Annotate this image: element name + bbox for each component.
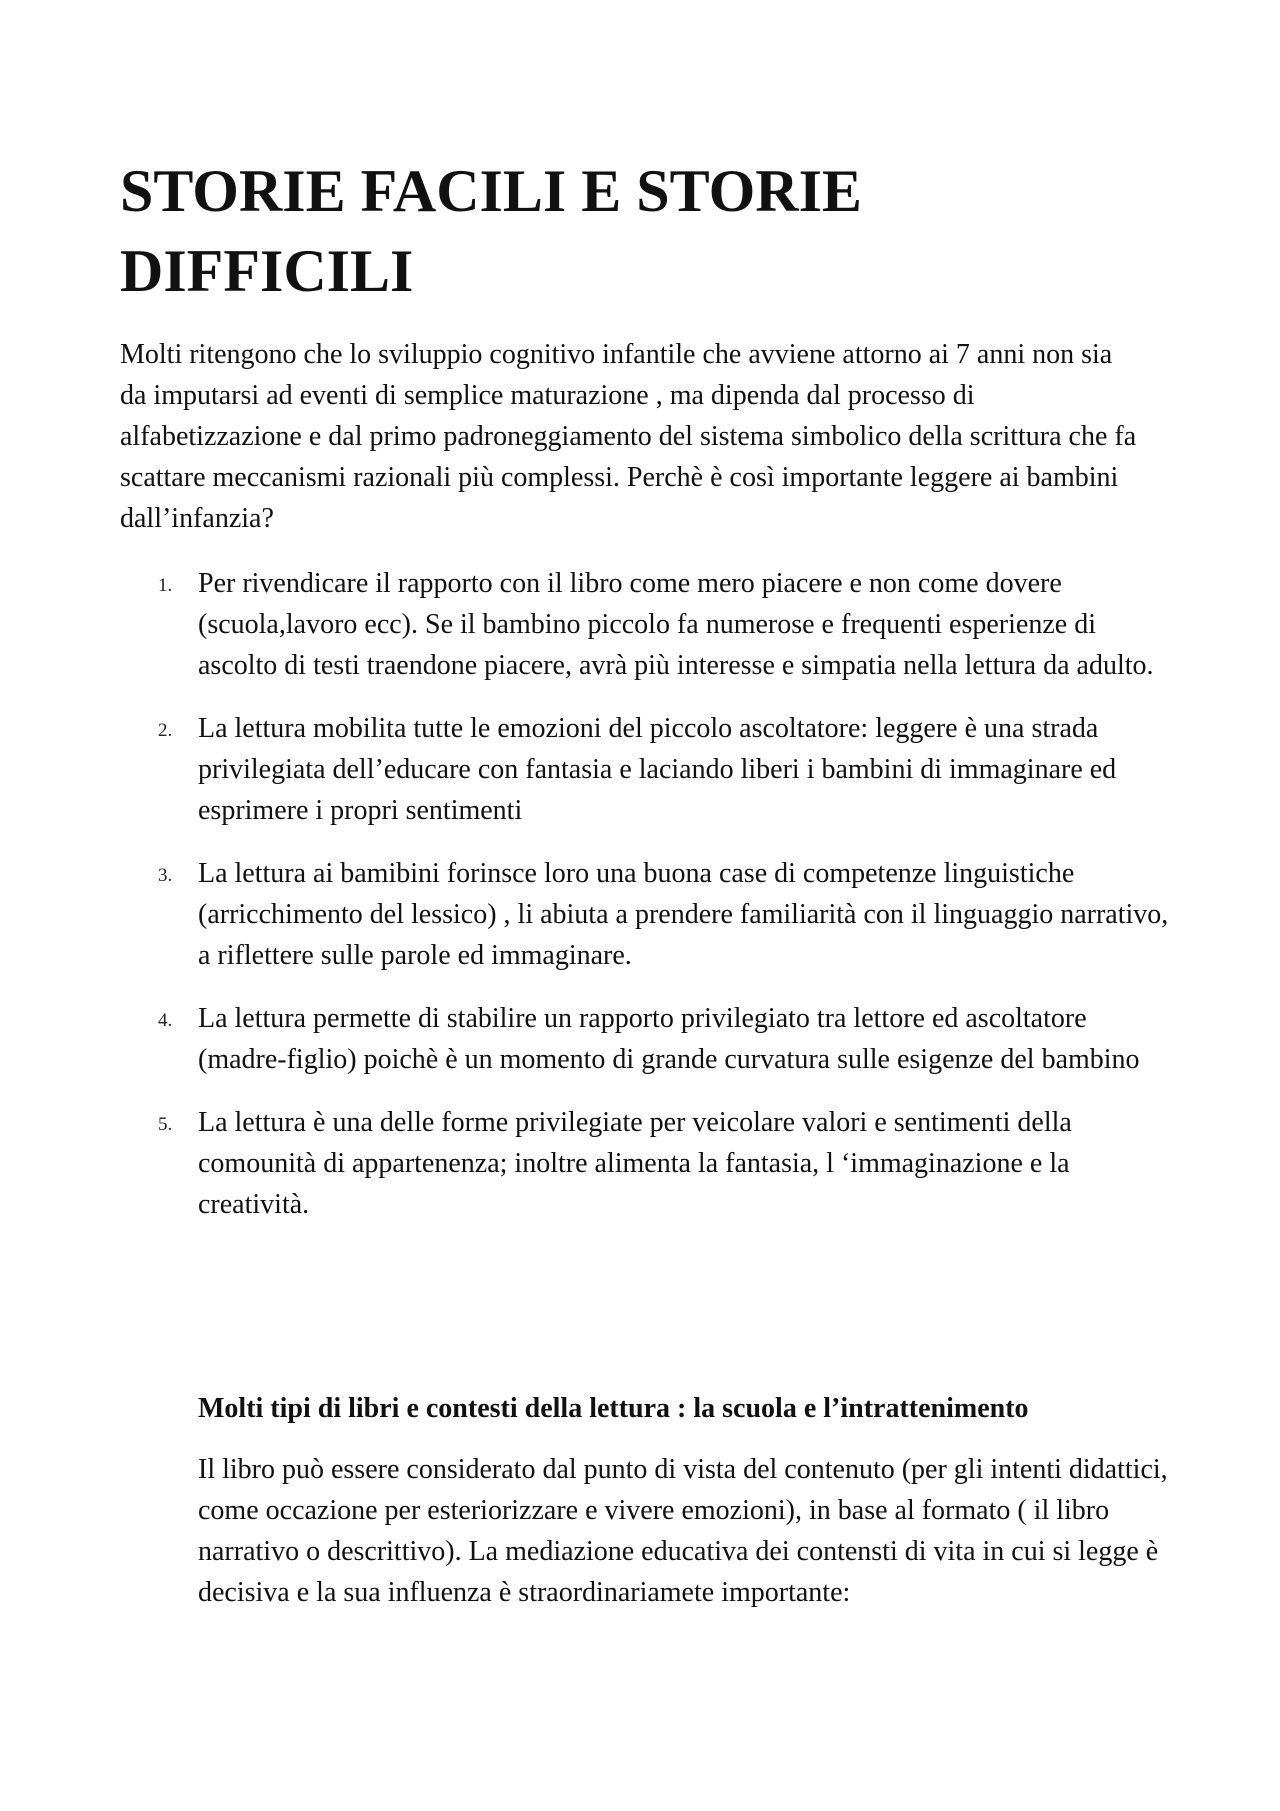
section-heading: Molti tipi di libri e contesti della lettura : la scuola e l’intrattenimento xyxy=(198,1393,1029,1424)
list-item-number: 3. xyxy=(158,865,173,886)
list-item-number: 5. xyxy=(158,1114,173,1135)
list-item-text: La lettura ai bamibini forinsce loro una buona case di competenze linguistiche (arricchimento del lessico) , li abiuta a prendere familiarità con il linguaggio narrativo, a riflettere sulle parole ed immaginare. xyxy=(198,858,1169,971)
list-item xyxy=(120,563,1170,686)
document-title: STORIE FACILI E STORIE DIFFICILI xyxy=(120,158,862,304)
list-item-text: La lettura è una delle forme privilegiate per veicolare valori e sentimenti della comounità di appartenenza; inoltre alimenta la fantasia, l ‘immaginazione e la creatività. xyxy=(198,1107,1072,1220)
list-item xyxy=(120,1102,1170,1225)
section-paragraph: Il libro può essere considerato dal punto di vista del contenuto (per gli intenti didattici, come occazione per esteriorizzare e vivere emozioni), in base al formato ( il libro narrativo o descrittivo). La mediazione educativa dei contensti di vita in cui si legge è decisiva e la sua influenza è straordinariamete importante: xyxy=(198,1454,1168,1608)
list-item-number: 2. xyxy=(158,720,173,741)
list-item-number: 4. xyxy=(158,1010,173,1031)
list-item-number: 1. xyxy=(158,575,173,596)
list-item xyxy=(120,708,1170,831)
list-item xyxy=(120,998,1170,1080)
list-item-text: Per rivendicare il rapporto con il libro come mero piacere e non come dovere (scuola,lavoro ecc). Se il bambino piccolo fa numerose e frequenti esperienze di ascolto di testi traendone piacere, avrà più interesse e simpatia nella lettura da adulto. xyxy=(198,568,1154,681)
list-item xyxy=(120,853,1170,976)
list-item-text: La lettura mobilita tutte le emozioni del piccolo ascoltatore: leggere è una strada privilegiata dell’educare con fantasia e laciando liberi i bambini di immaginare ed esprimere i propri sentimenti xyxy=(198,713,1117,826)
list-item-text: La lettura permette di stabilire un rapporto privilegiato tra lettore ed ascoltatore (madre-figlio) poichè è un momento di grande curvatura sulle esigenze del bambino xyxy=(198,1003,1140,1075)
books-section xyxy=(198,1388,1188,1613)
intro-paragraph: Molti ritengono che lo sviluppio cognitivo infantile che avviene attorno ai 7 anni non sia da imputarsi ad eventi di semplice maturazione , ma dipenda dal processo di alfabetizzazione e dal primo padroneggiamento del sistema simbolico della scrittura che fa scattare meccanismi razionali più complessi. Perchè è così importante leggere ai bambini dall’infanzia? xyxy=(120,339,1137,534)
reasons-list xyxy=(120,563,1170,1247)
